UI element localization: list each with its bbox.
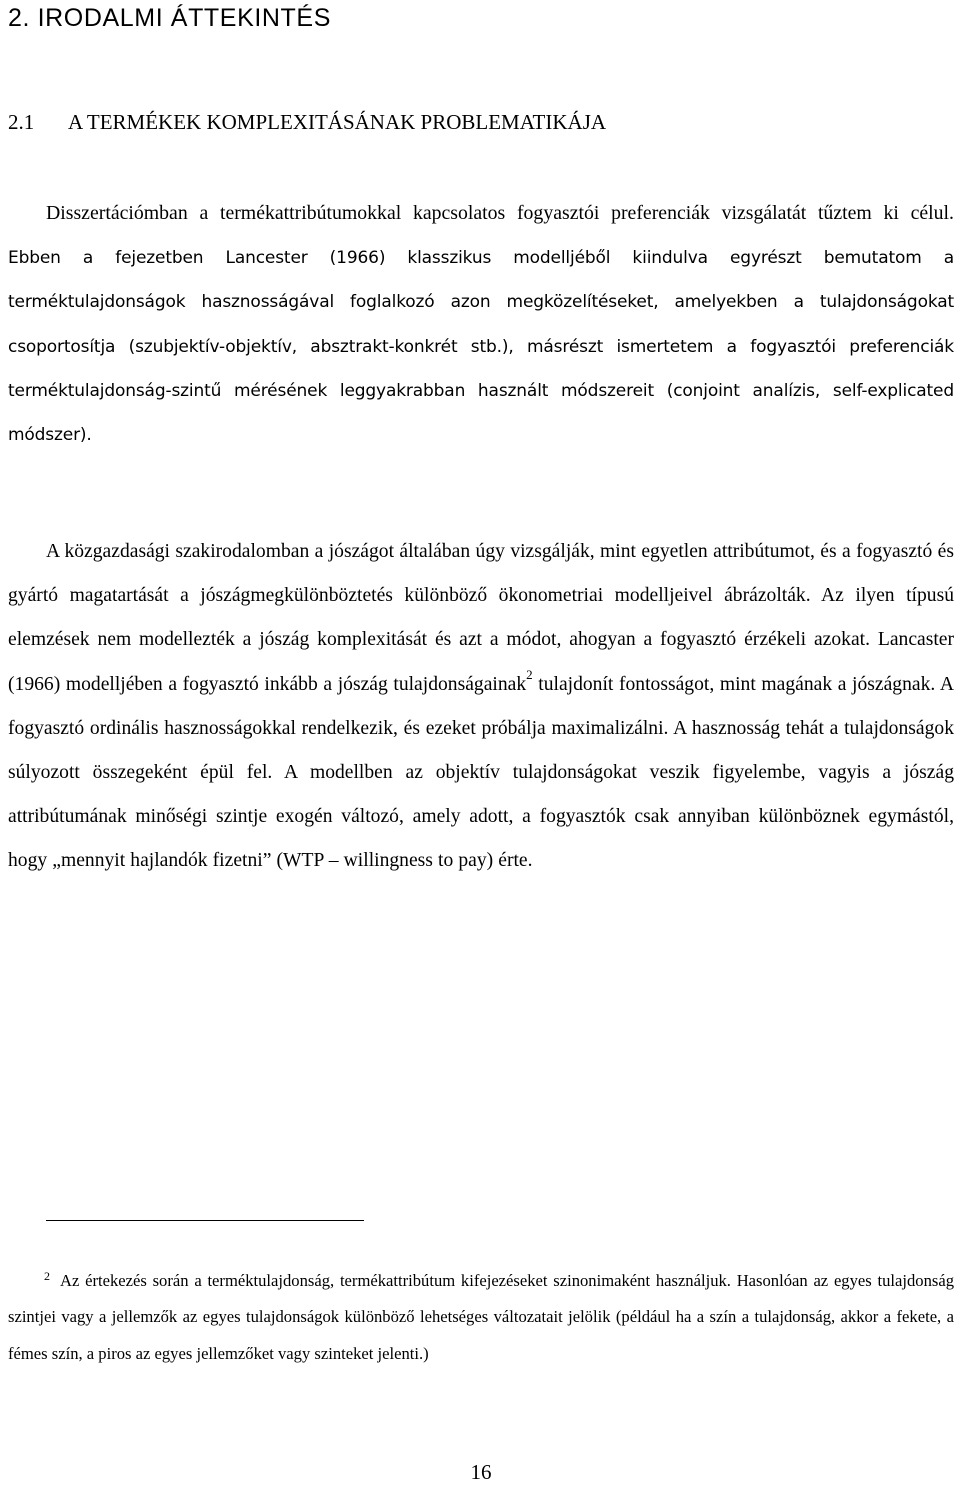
section-number: 2.1 — [8, 110, 35, 134]
footnote-separator — [46, 1220, 364, 1221]
footnote — [8, 1263, 954, 1372]
chapter-title: 2. IRODALMI ÁTTEKINTÉS — [8, 4, 331, 32]
footnote-reference[interactable]: 2 — [526, 666, 533, 682]
paragraph-1 — [8, 191, 954, 457]
document-page — [8, 0, 954, 1488]
section-title-text: A TERMÉKEK KOMPLEXITÁSÁNAK PROBLEMATIKÁJA — [68, 110, 607, 134]
footnote-text: Az értekezés során a terméktulajdonság, termékattribútum kifejezéseket szinonimaként használjuk. Hasonlóan az egyes tulajdonság szintjei vagy a jellemzők az egyes tulajdonságok különböző lehetséges változatait jelölik (például ha a szín a tulajdonság, akkor a fekete, a fémes szín, a piros az egyes jellemzőket vagy szinteket jelenti.) — [8, 1271, 954, 1363]
paragraph-2 — [8, 530, 954, 884]
paragraph-2-part-2: tulajdonít fontosságot, mint magának a jószágnak. A fogyasztó ordinális hasznosságokkal rendelkezik, és ezeket próbálja maximalizálni. A hasznosság tehát a tulajdonságok súlyozott összegeként épül fel. A modellben az objektív tulajdonságokat veszik figyelembe, vagyis a jószág attribútumának minőségi szintje exogén változó, amely adott, a fogyasztók csak annyiban különböznek egymástól, hogy „mennyit hajlandók fizetni” (WTP – willingness to pay) érte. — [8, 673, 954, 872]
paragraph-1-body: Ebben a fejezetben Lancester (1966) klasszikus modelljéből kiindulva egyrészt bemutatom a terméktulajdonságok hasznosságával foglalkozó azon megközelítéseket, amelyekben a tulajdonságokat csoportosítja (szubjektív-objektív, absztrakt-konkrét stb.), másrészt ismertetem a fogyasztói preferenciák terméktulajdonság-szintű mérésének leggyakrabban használt módszereit (conjoint analízis, self-explicated módszer). — [8, 248, 954, 446]
section-title — [8, 105, 606, 139]
paragraph-2-part-1: A közgazdasági szakirodalomban a jószágot általában úgy vizsgálják, mint egyetlen attribútumot, és a fogyasztó és gyártó magatartását a jószágmegkülönböztetés különböző ökonometriai modelljeivel ábrázolták. Az ilyen típusú elemzések nem modellezték a jószág komplexitását és azt a módot, ahogyan a fogyasztó érzékeli azokat. Lancaster (1966) modelljében a fogyasztó inkább a jószág tulajdonságainak — [8, 541, 954, 695]
paragraph-1-lead: Disszertációmban a termékattribútumokkal kapcsolatos fogyasztói preferenciák vizsgálatát tűztem ki célul. — [46, 202, 954, 224]
page-number: 16 — [470, 1460, 492, 1484]
footnote-mark: 2 — [44, 1269, 50, 1283]
